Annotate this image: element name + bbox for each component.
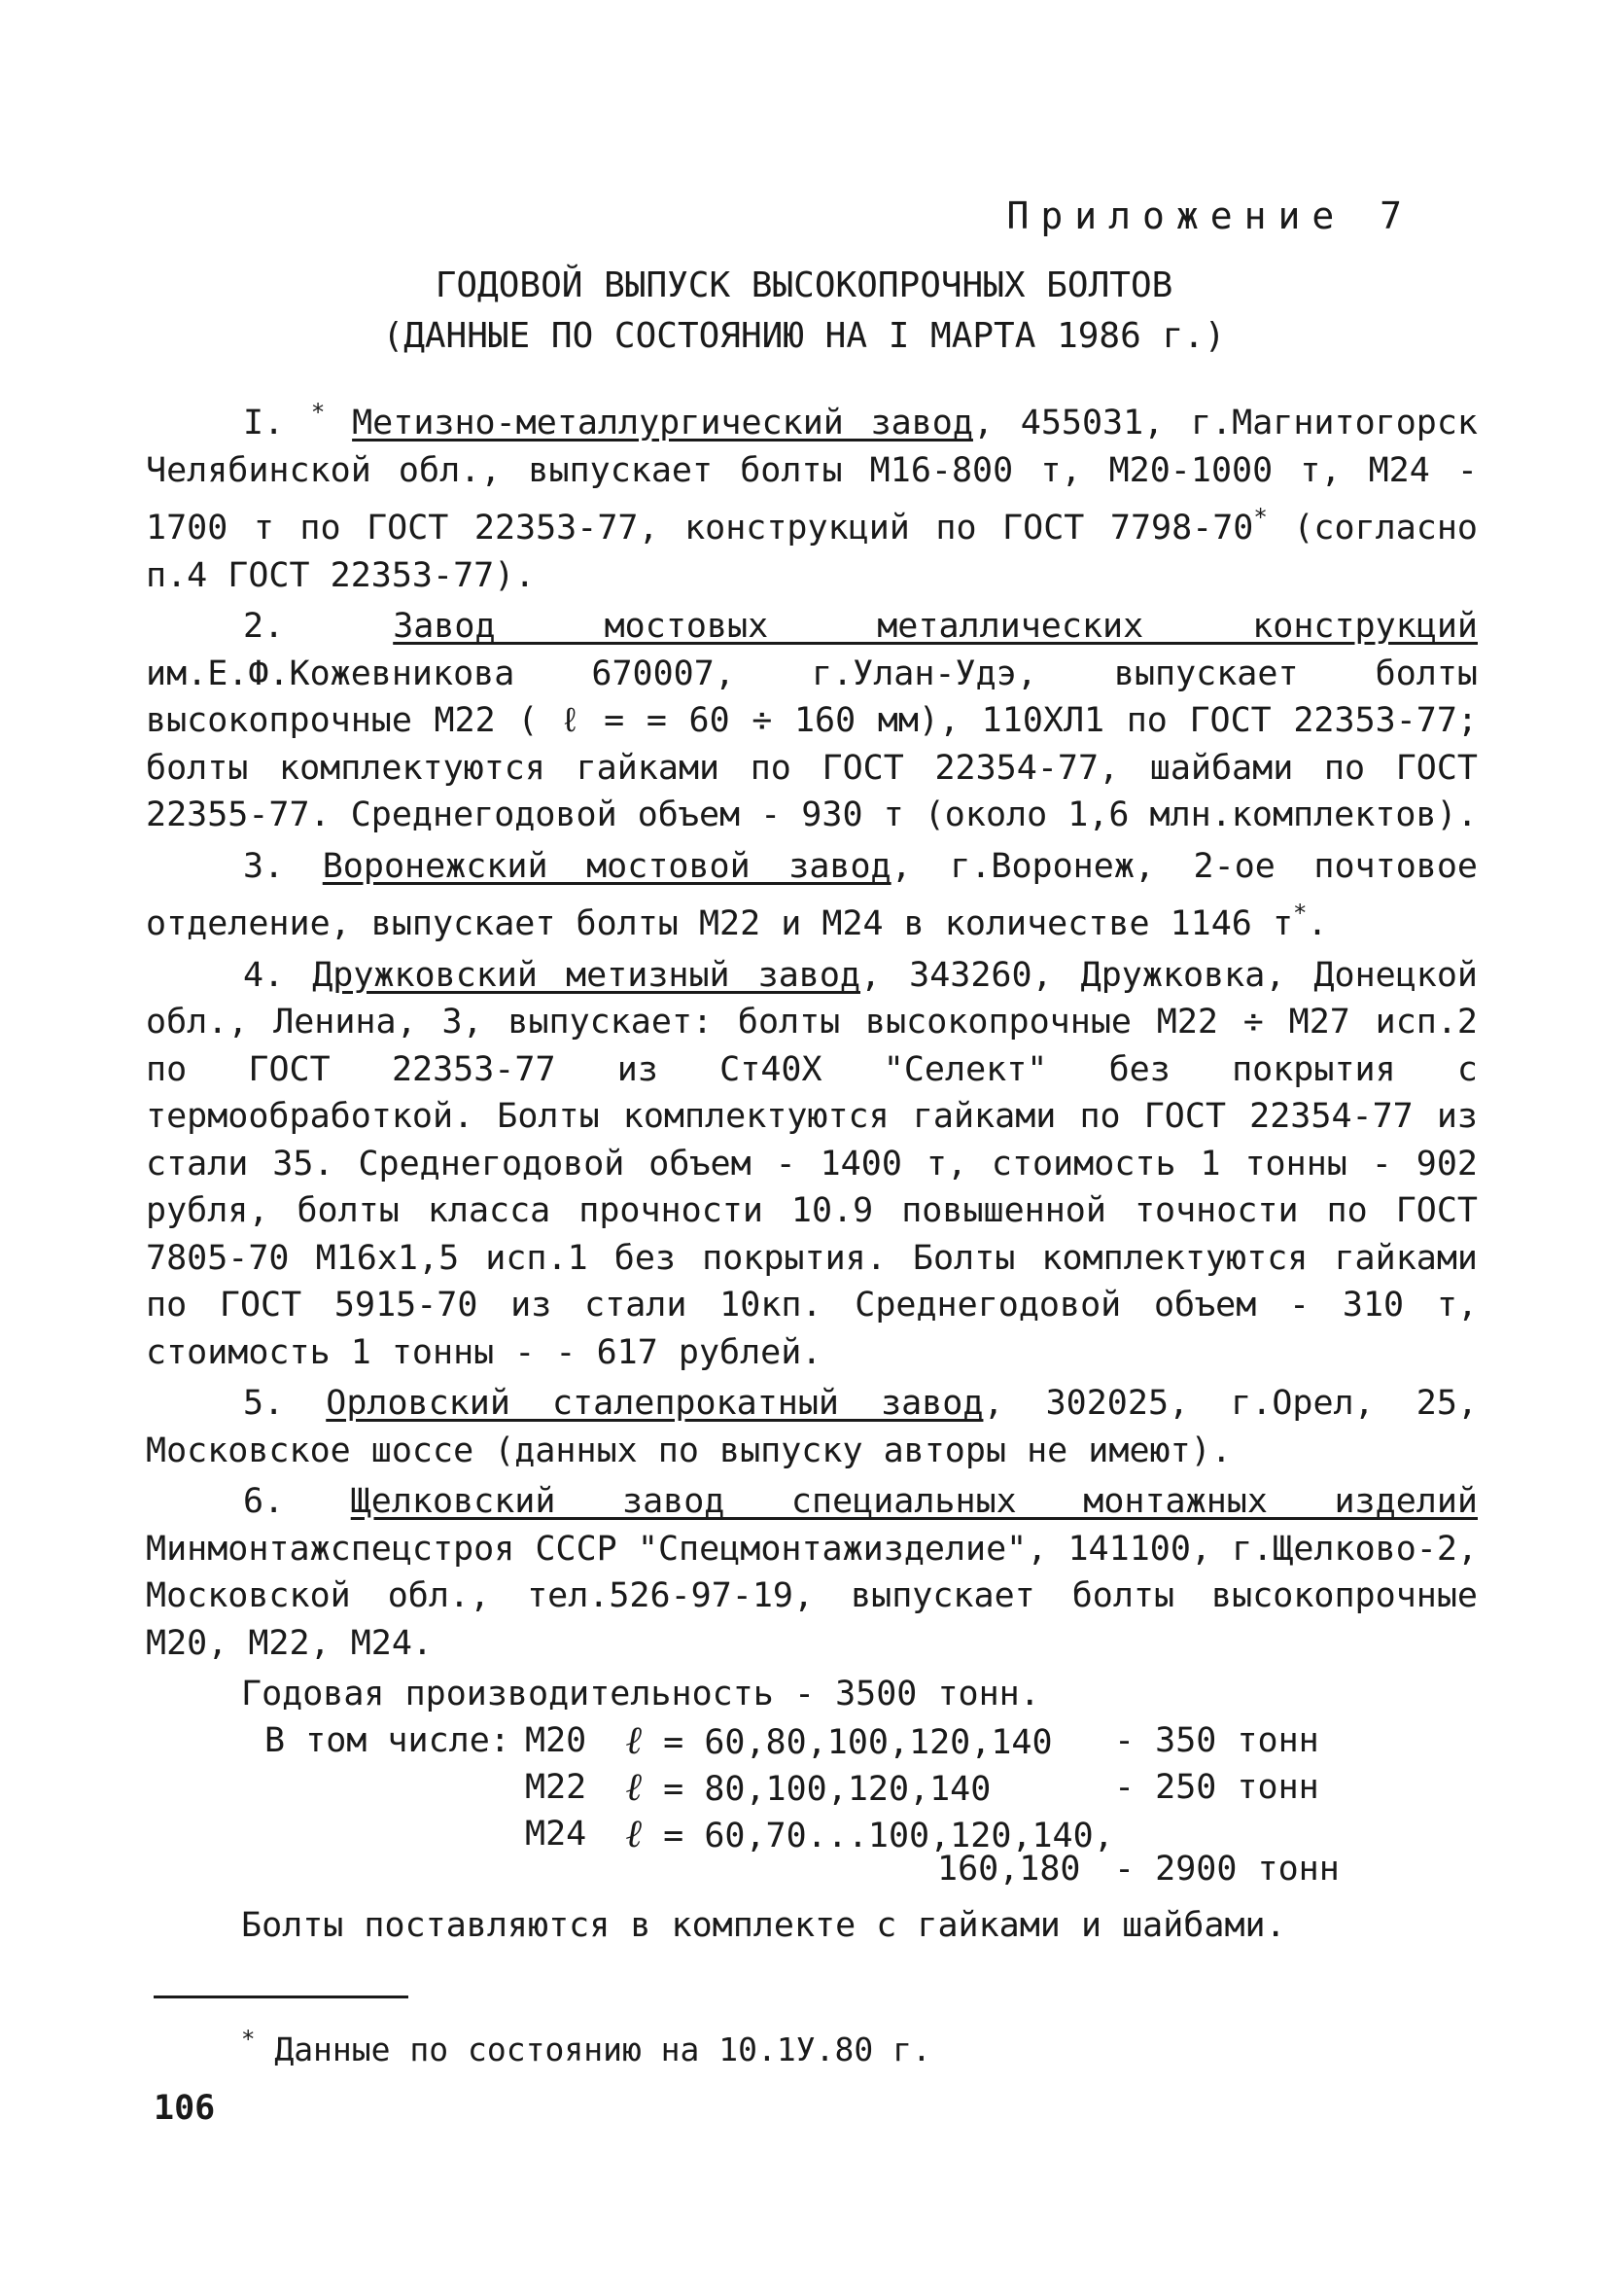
footnote — [241, 2026, 931, 2068]
factory-name: Воронежский мостовой завод — [322, 846, 891, 886]
factory-name: Метизно-металлургический завод — [352, 404, 973, 442]
list-item — [146, 389, 1478, 599]
item-number: 3. — [243, 846, 285, 886]
list-item — [146, 1478, 1478, 1667]
item-number: 5. — [243, 1384, 285, 1423]
appendix-label: Приложение 7 — [1006, 194, 1414, 237]
item-text-continued: . — [1307, 904, 1328, 943]
ell-symbol: ℓ — [626, 1717, 644, 1763]
asterisk-mark: * — [1293, 900, 1308, 927]
item-text: , г.Воронеж, 2-ое почтовое отделение, выпускает болты М22 и М24 в количестве 1146 т — [146, 846, 1478, 943]
capacity-row — [241, 1764, 1319, 1811]
bolt-tons: - 250 тонн — [1114, 1768, 1319, 1807]
list-item — [146, 843, 1478, 948]
factory-name: Щелковский завод специальных монтажных изделий — [350, 1482, 1478, 1521]
item-text: , 455031, г.Магнитогорск Челябинской обл., выпускает болты М16-800 т, М20-1000 т, М24 - 1700 т по ГОСТ 22353-77, конструкций по ГОСТ 7798-70 — [146, 404, 1478, 548]
capacity-label: В том числе: — [264, 1721, 510, 1760]
footnote-text: Данные по состоянию на 10.1У.80 г. — [255, 2031, 931, 2068]
ell-symbol: ℓ — [626, 1764, 644, 1810]
item-number: 4. — [243, 955, 285, 995]
item-number: 6. — [243, 1482, 285, 1521]
page-number: 106 — [154, 2089, 216, 2128]
title-line-2: (ДАННЫЕ ПО СОСТОЯНИЮ НА I МАРТА 1986 г.) — [382, 316, 1226, 356]
lengths-value: = 60,80,100,120,140 — [663, 1723, 1053, 1762]
capacity-heading: Годовая производительность - 3500 тонн. — [241, 1675, 1040, 1713]
footnote-divider — [154, 1996, 408, 1998]
list-item — [146, 952, 1478, 1377]
factory-name: Орловский сталепрокатный завод — [326, 1384, 984, 1423]
asterisk-mark: * — [1253, 504, 1268, 531]
item-text: Минмонтажспецстроя СССР "Спецмонтажизделие", 141100, г.Щелково-2, Московской обл., тел.526-97-19, выпускает болты высокопрочные М20, М22, М24. — [146, 1529, 1478, 1663]
bolt-size: М20 — [525, 1721, 587, 1760]
lengths-value: = 80,100,120,140 — [663, 1770, 992, 1809]
item-text: , 302025, г.Орел, 25, Московское шоссе (данных по выпуску авторы не имеют). — [146, 1384, 1478, 1470]
bolt-tons: - 350 тонн — [1114, 1721, 1319, 1760]
item-text-continued: (согласно п.4 ГОСТ 22353-77). — [146, 509, 1479, 595]
item-number: I. — [243, 404, 285, 442]
bolt-size: М22 — [525, 1768, 587, 1807]
item-text: , 343260, Дружковка, Донецкой обл., Ленина, 3, выпускает: болты высокопрочные М22 ÷ М27 исп.2 по ГОСТ 22353-77 из Ст40Х "Селект" без покрытия с термообработкой. Болты комплектуются гайками по ГОСТ 22354-77 из стали 35. Среднегодовой объем - 1400 т, стоимость 1 тонны - 902 рубля, болты класса прочности 10.9 повышенной точности по ГОСТ 7805-70 М16х1,5 исп.1 без покрытия. Болты комплектуются гайками по ГОСТ 5915-70 из стали 10кп. Среднегодовой объем - 310 т, стоимость 1 тонны - - 617 рублей. — [146, 955, 1478, 1372]
factory-name: Дружковский метизный завод — [312, 955, 861, 995]
factory-name: Завод мостовых металлических конструкций — [393, 607, 1478, 646]
capacity-row — [241, 1717, 1319, 1764]
capacity-block — [241, 1671, 1340, 1889]
ell-symbol: ℓ — [626, 1811, 644, 1856]
item-text: им.Е.Ф.Кожевникова 670007, г.Улан-Удэ, выпускает болты высокопрочные М22 ( ℓ = = 60 ÷ 160 мм), 110ХЛ1 по ГОСТ 22353-77; болты комплектуются гайками по ГОСТ 22354-77, шайбами по ГОСТ 22355-77. Среднегодовой объем - 930 т (около 1,6 млн.комплектов). — [146, 653, 1478, 834]
list-item — [146, 603, 1478, 839]
capacity-row-continuation — [241, 1846, 1340, 1889]
bolt-tons: - 2900 тонн — [1114, 1850, 1340, 1889]
asterisk-mark: * — [310, 399, 326, 426]
bolt-lengths — [626, 1717, 1053, 1766]
delivery-note: Болты поставляются в комплекте с гайками и шайбами. — [241, 1906, 1286, 1945]
bolt-lengths — [626, 1764, 991, 1813]
lengths-continuation: 160,180 — [937, 1850, 1081, 1889]
bolt-size: М24 — [525, 1815, 587, 1854]
item-number: 2. — [243, 607, 285, 646]
list-item — [146, 1380, 1478, 1474]
asterisk-mark: * — [241, 2026, 256, 2053]
document-title — [0, 261, 1608, 362]
lengths-value: = 60,70...100,120,140, — [663, 1817, 1114, 1855]
factory-list — [146, 389, 1478, 1671]
title-line-1: ГОДОВОЙ ВЫПУСК ВЫСОКОПРОЧНЫХ БОЛТОВ — [435, 265, 1173, 305]
